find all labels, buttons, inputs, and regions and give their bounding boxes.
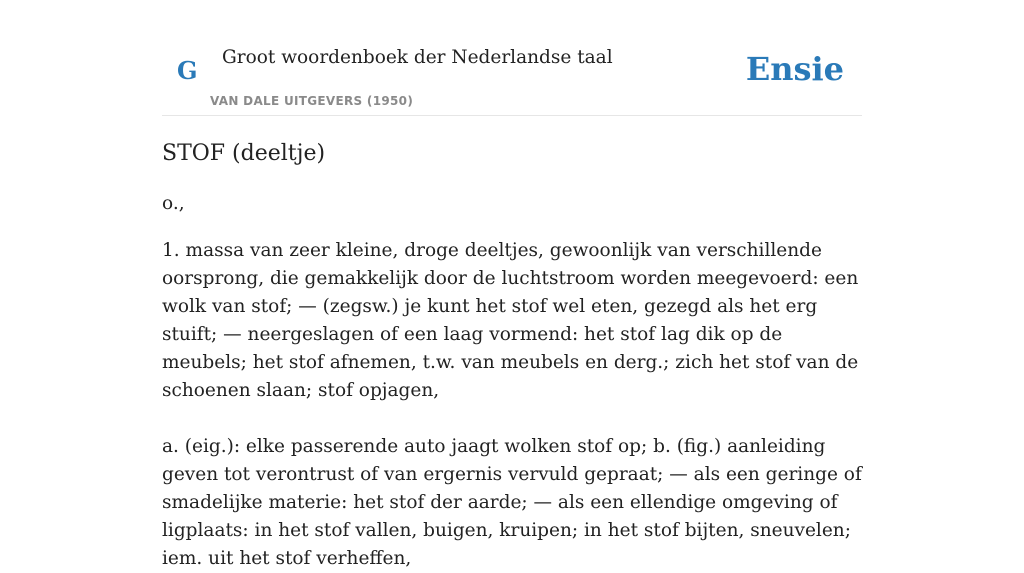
- book-initial-icon[interactable]: G: [177, 56, 198, 85]
- dictionary-entry: [162, 138, 862, 573]
- definition-subparagraph: a. (eig.): elke passerende auto jaagt wolken stof op; b. (fig.) aanleiding geven tot verontrust of van ergernis vervuld gepraat; — als een geringe of smadelijke materie: het stof der aarde; — als een ellendige omgeving of ligplaats: in het stof vallen, buigen, kruipen; in het stof bijten, sneuvelen; iem. uit het stof verheffen,: [162, 436, 862, 569]
- source-header: [162, 0, 862, 116]
- definition-paragraph: 1. massa van zeer kleine, droge deeltjes, gewoonlijk van verschillende oorsprong, die gemakkelijk door de luchtstroom worden meegevoerd: een wolk van stof; — (zegsw.) je kunt het stof wel eten, gezegd als het erg stuift; — neergeslagen of een laag vormend: het stof lag dik op de meubels; het stof afnemen, t.w. van meubels en derg.; zich het stof van de schoenen slaan; stof opjagen,: [162, 240, 859, 401]
- entry-title: STOF (deeltje): [162, 141, 326, 166]
- grammar-note: o.,: [162, 193, 185, 214]
- publisher-label: VAN DALE UITGEVERS (1950): [210, 94, 414, 108]
- book-title-link[interactable]: Groot woordenboek der Nederlandse taal: [222, 47, 613, 68]
- ensie-logo-link[interactable]: Ensie: [745, 50, 844, 88]
